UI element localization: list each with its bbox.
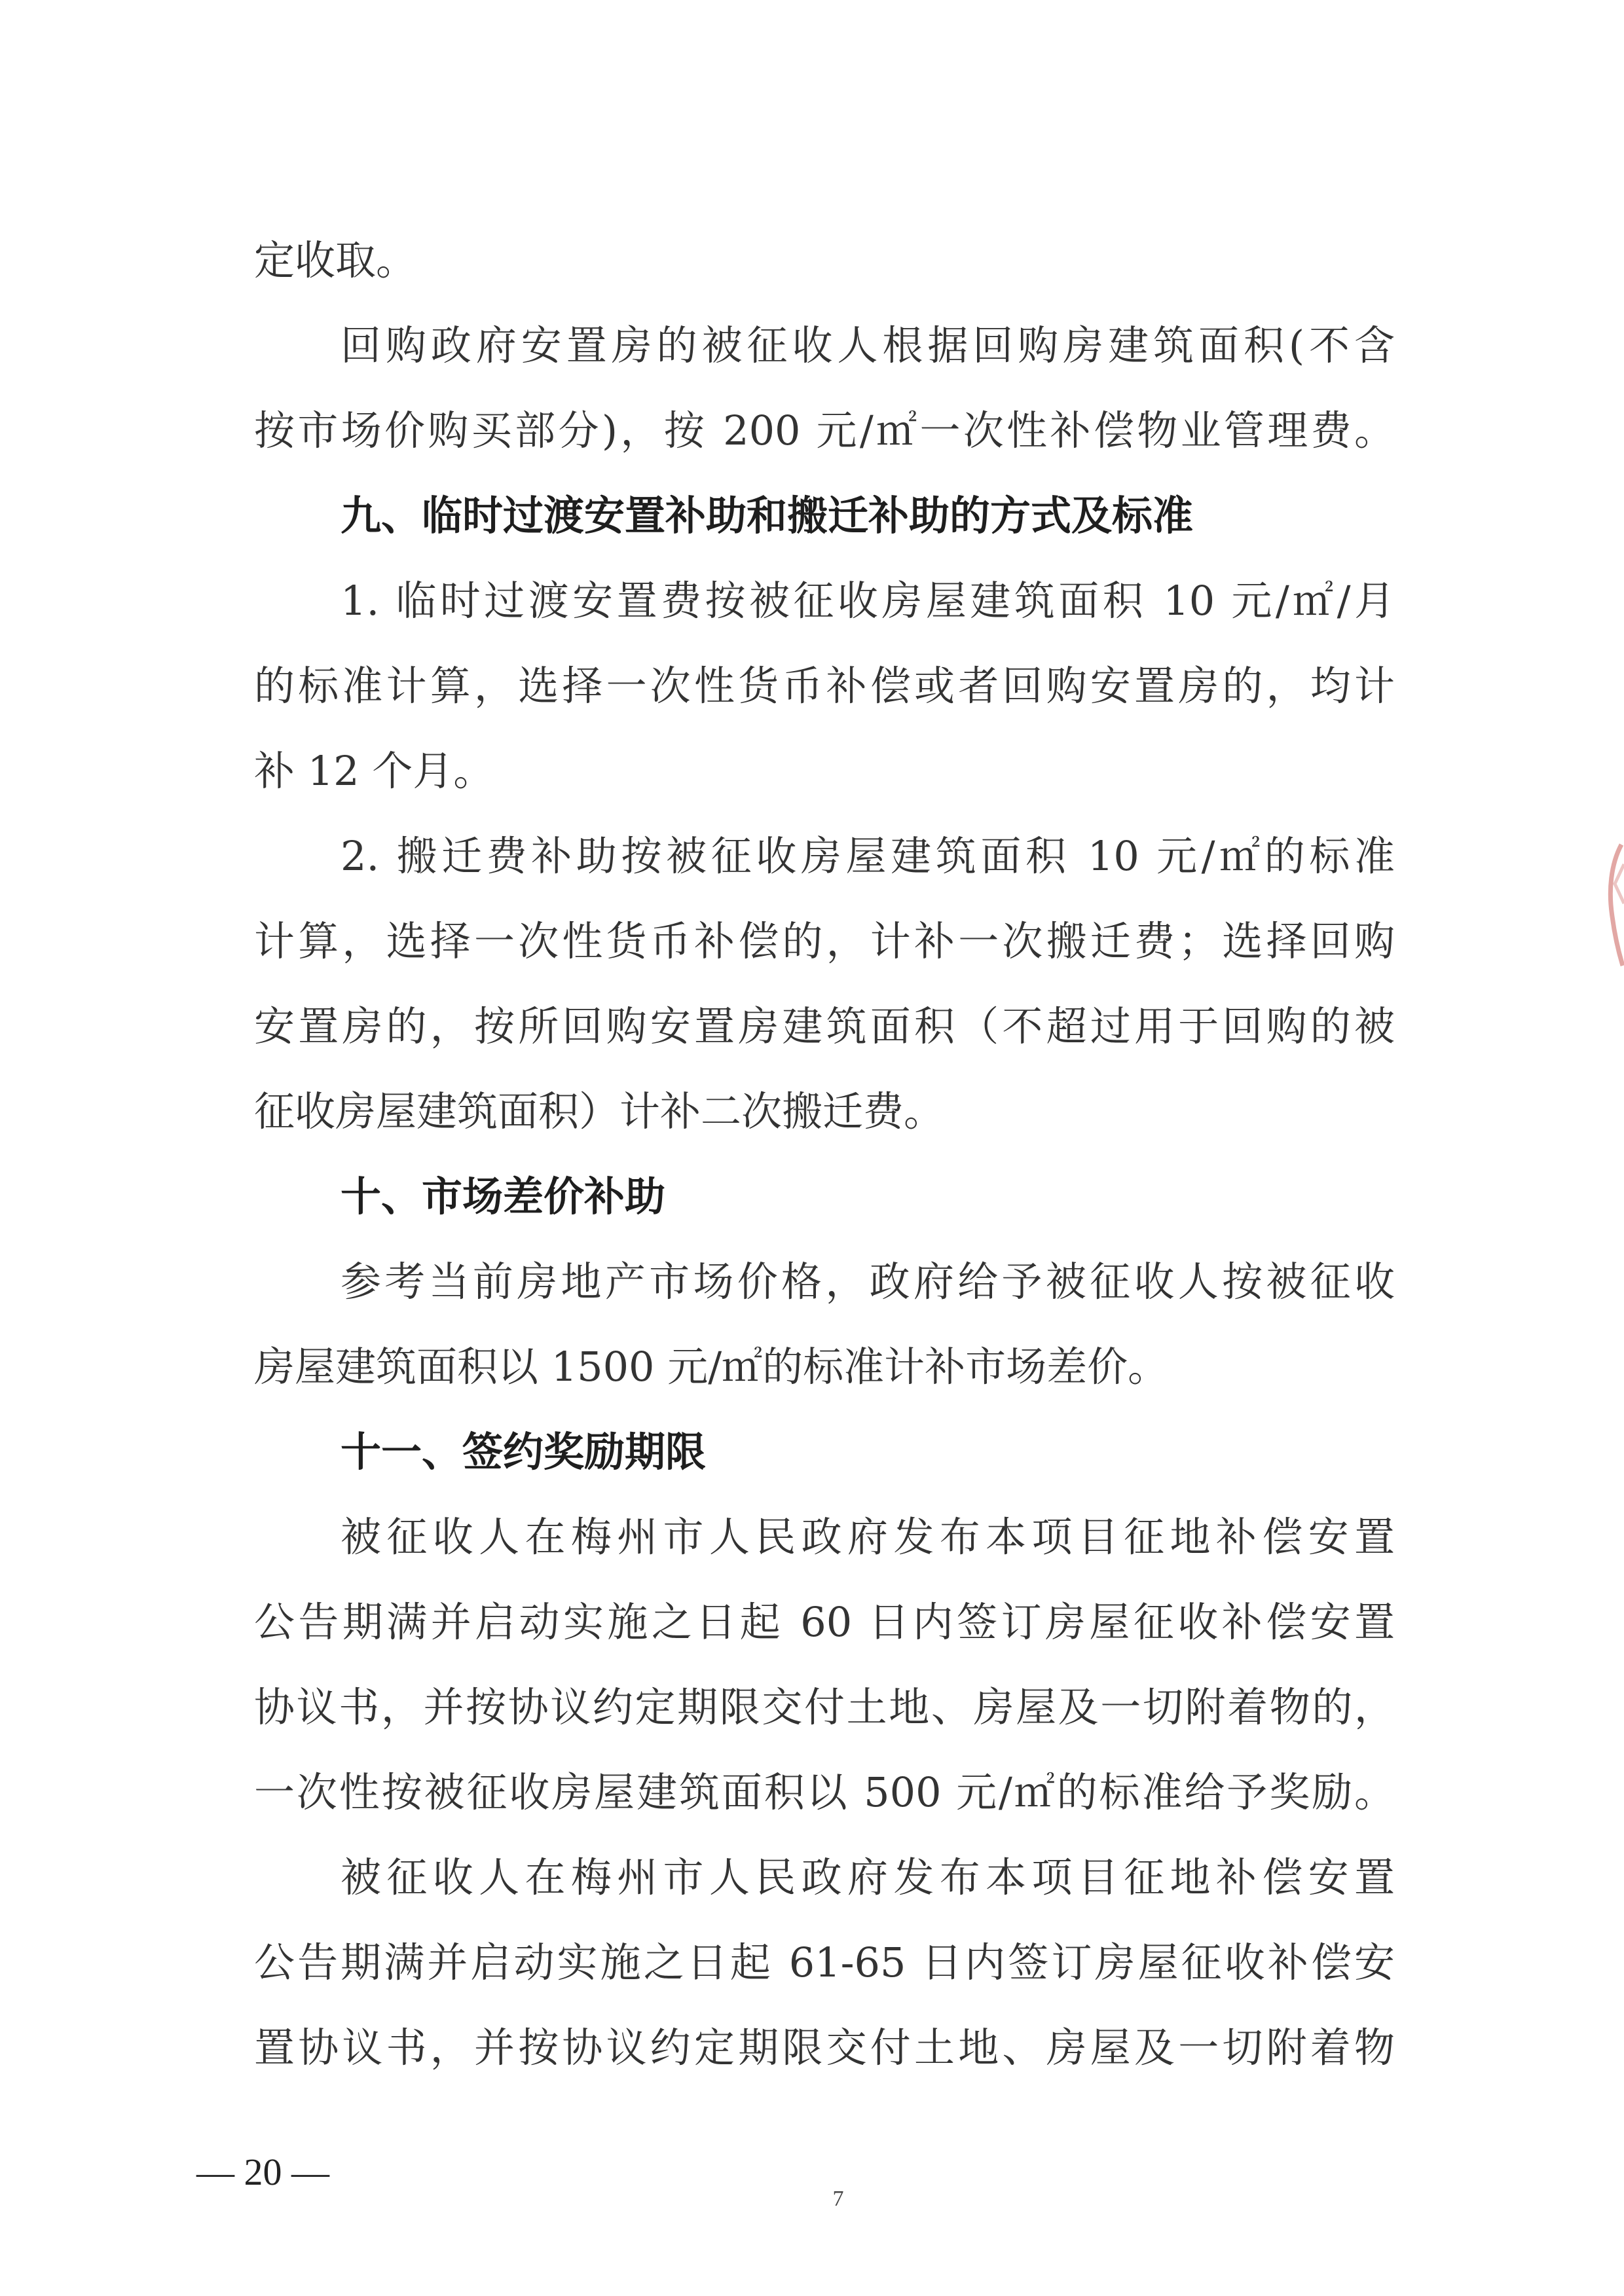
red-seal-fragment	[1602, 838, 1624, 969]
page-number: — 20 —	[196, 2151, 329, 2193]
paragraph-line: 回购政府安置房的被征收人根据回购房建筑面积(不含	[341, 321, 1395, 369]
paragraph-line: 的标准计算，选择一次性货币补偿或者回购安置房的，均计	[254, 662, 1395, 710]
section-heading: 十一、签约奖励期限	[341, 1428, 707, 1476]
section-heading: 十、市场差价补助	[341, 1173, 666, 1220]
paragraph-line: 安置房的，按所回购安置房建筑面积（不超过用于回购的被	[254, 1002, 1395, 1050]
paragraph-line: 定收取。	[254, 236, 417, 284]
paragraph-line: 房屋建筑面积以 1500 元/㎡的标准计补市场差价。	[254, 1343, 1169, 1391]
paragraph-line: 被征收人在梅州市人民政府发布本项目征地补偿安置	[341, 1513, 1395, 1561]
paragraph-line: 公告期满并启动实施之日起 60 日内签订房屋征收补偿安置	[254, 1598, 1395, 1646]
paragraph-line: 参考当前房地产市场价格，政府给予被征收人按被征收	[341, 1258, 1395, 1305]
sheet-number: 7	[832, 2187, 844, 2211]
paragraph-line: 补 12 个月。	[254, 747, 494, 795]
section-heading: 九、临时过渡安置补助和搬迁补助的方式及标准	[341, 492, 1194, 539]
paragraph-line: 被征收人在梅州市人民政府发布本项目征地补偿安置	[341, 1853, 1395, 1901]
paragraph-line: 一次性按被征收房屋建筑面积以 500 元/㎡的标准给予奖励。	[254, 1768, 1395, 1816]
paragraph-line: 2. 搬迁费补助按被征收房屋建筑面积 10 元/㎡的标准	[341, 832, 1395, 880]
paragraph-line: 计算，选择一次性货币补偿的，计补一次搬迁费；选择回购	[254, 917, 1395, 965]
paragraph-line: 1. 临时过渡安置费按被征收房屋建筑面积 10 元/㎡/月	[341, 577, 1395, 625]
paragraph-line: 协议书，并按协议约定期限交付土地、房屋及一切附着物的，	[254, 1683, 1395, 1731]
paragraph-line: 按市场价购买部分)，按 200 元/㎡一次性补偿物业管理费。	[254, 407, 1395, 454]
paragraph-line: 公告期满并启动实施之日起 61-65 日内签订房屋征收补偿安	[254, 1939, 1395, 1986]
paragraph-line: 征收房屋建筑面积）计补二次搬迁费。	[254, 1087, 945, 1135]
paragraph-line: 置协议书，并按协议约定期限交付土地、房屋及一切附着物	[254, 2024, 1395, 2071]
